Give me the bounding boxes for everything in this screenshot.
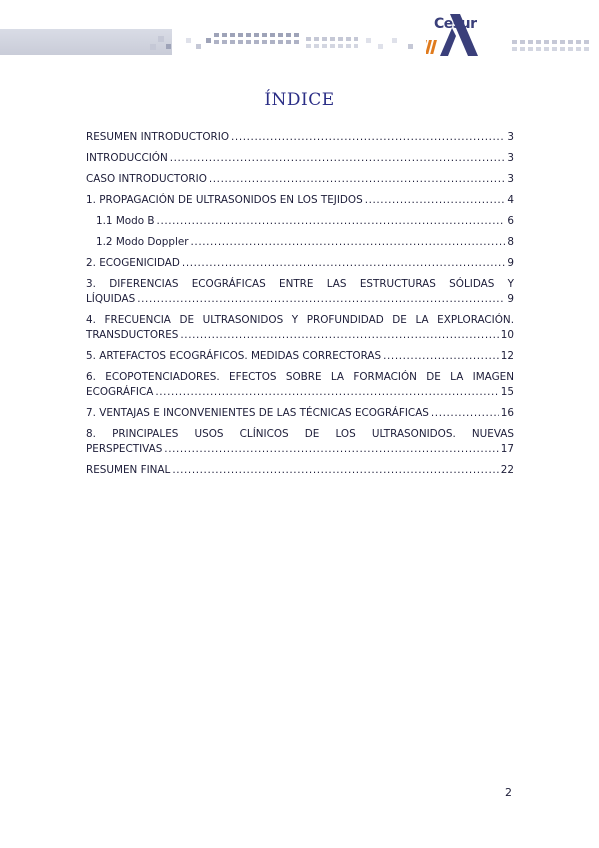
cesur-logo bbox=[426, 10, 482, 58]
decor-square bbox=[378, 44, 383, 49]
decor-strip bbox=[306, 44, 358, 48]
toc-leader bbox=[182, 256, 505, 271]
decor-square bbox=[206, 38, 211, 43]
toc-leader bbox=[180, 328, 498, 343]
toc-entry-text-line1: 4. FRECUENCIA DE ULTRASONIDOS Y PROFUNDIDAD DE LA EXPLORACIÓN. bbox=[86, 314, 514, 326]
toc-entry-text: 7. VENTAJAS E INCONVENIENTES DE LAS TÉCNICAS ECOGRÁFICAS bbox=[86, 407, 429, 419]
toc-entry-page: 22 bbox=[500, 464, 514, 476]
toc-entry-text: TRANSDUCTORES bbox=[86, 329, 179, 341]
toc-entry-text-line1: 3. DIFERENCIAS ECOGRÁFICAS ENTRE LAS ESTRUCTURAS SÓLIDAS Y bbox=[86, 278, 514, 290]
toc-entry-page: 16 bbox=[500, 407, 514, 419]
toc-entry-page: 17 bbox=[500, 443, 514, 455]
decor-strip bbox=[512, 47, 592, 51]
toc-leader bbox=[137, 292, 505, 307]
toc-entry-text: 5. ARTEFACTOS ECOGRÁFICOS. MEDIDAS CORRECTORAS bbox=[86, 350, 382, 362]
toc-entry-text: ECOGRÁFICA bbox=[86, 386, 154, 398]
decor-strip bbox=[214, 33, 300, 37]
toc-entry-page: 3 bbox=[507, 152, 514, 164]
decor-square bbox=[158, 36, 164, 42]
toc-entry-page: 10 bbox=[500, 329, 514, 341]
toc-entry-text: 1. PROPAGACIÓN DE ULTRASONIDOS EN LOS TEJIDOS bbox=[86, 194, 363, 206]
toc-entry-text: 2. ECOGENICIDAD bbox=[86, 257, 180, 269]
page-header bbox=[0, 0, 599, 70]
toc-entry[interactable] bbox=[86, 235, 514, 250]
toc-entry-text-line1: 8. PRINCIPALES USOS CLÍNICOS DE LOS ULTRASONIDOS. NUEVAS bbox=[86, 428, 514, 440]
toc-leader bbox=[231, 130, 505, 145]
toc-leader bbox=[164, 442, 498, 457]
toc-entry-text: 1.1 Modo B bbox=[96, 215, 155, 227]
table-of-contents bbox=[86, 130, 514, 484]
toc-entry-text: 1.2 Modo Doppler bbox=[96, 236, 189, 248]
toc-leader bbox=[209, 172, 506, 187]
toc-entry-page: 9 bbox=[507, 257, 514, 269]
decor-square bbox=[408, 44, 413, 49]
toc-entry-page: 6 bbox=[507, 215, 514, 227]
toc-entry-text: RESUMEN FINAL bbox=[86, 464, 171, 476]
toc-leader bbox=[170, 151, 506, 166]
toc-entry-text: PERSPECTIVAS bbox=[86, 443, 163, 455]
toc-entry-page: 12 bbox=[500, 350, 514, 362]
decor-square bbox=[392, 38, 397, 43]
toc-entry[interactable] bbox=[86, 172, 514, 187]
toc-entry[interactable] bbox=[86, 277, 514, 307]
toc-entry-text: CASO INTRODUCTORIO bbox=[86, 173, 207, 185]
decor-strip bbox=[214, 40, 300, 44]
toc-leader bbox=[365, 193, 506, 208]
toc-entry-page: 9 bbox=[507, 293, 514, 305]
decor-strip bbox=[512, 40, 592, 44]
toc-entry[interactable] bbox=[86, 370, 514, 400]
toc-leader bbox=[172, 463, 498, 478]
toc-entry[interactable] bbox=[86, 256, 514, 271]
toc-entry[interactable] bbox=[86, 151, 514, 166]
header-band bbox=[0, 29, 172, 55]
toc-leader bbox=[191, 235, 506, 250]
decor-square bbox=[196, 44, 201, 49]
toc-entry[interactable] bbox=[86, 214, 514, 229]
toc-entry[interactable] bbox=[86, 193, 514, 208]
toc-leader bbox=[155, 385, 498, 400]
toc-entry[interactable] bbox=[86, 463, 514, 478]
toc-entry-text: RESUMEN INTRODUCTORIO bbox=[86, 131, 230, 143]
toc-entry[interactable] bbox=[86, 313, 514, 343]
toc-entry[interactable] bbox=[86, 406, 514, 421]
decor-square bbox=[186, 38, 191, 43]
toc-leader bbox=[431, 406, 499, 421]
toc-entry[interactable] bbox=[86, 427, 514, 457]
toc-entry-page: 3 bbox=[507, 173, 514, 185]
decor-square bbox=[166, 44, 171, 49]
page-number: 2 bbox=[505, 786, 512, 799]
page-title: ÍNDICE bbox=[264, 90, 335, 110]
decor-square bbox=[150, 44, 156, 50]
toc-entry-page: 8 bbox=[507, 236, 514, 248]
toc-entry[interactable] bbox=[86, 130, 514, 145]
toc-entry-page: 4 bbox=[507, 194, 514, 206]
decor-square bbox=[366, 38, 371, 43]
toc-entry-page: 15 bbox=[500, 386, 514, 398]
toc-entry-text: INTRODUCCIÓN bbox=[86, 152, 168, 164]
toc-entry-page: 3 bbox=[507, 131, 514, 143]
toc-leader bbox=[383, 349, 499, 364]
toc-entry-text: LÍQUIDAS bbox=[86, 293, 136, 305]
toc-entry-text-line1: 6. ECOPOTENCIADORES. EFECTOS SOBRE LA FORMACIÓN DE LA IMAGEN bbox=[86, 371, 514, 383]
toc-entry[interactable] bbox=[86, 349, 514, 364]
logo-text: Cesur bbox=[434, 16, 477, 32]
decor-strip bbox=[306, 37, 358, 41]
toc-leader bbox=[157, 214, 506, 229]
